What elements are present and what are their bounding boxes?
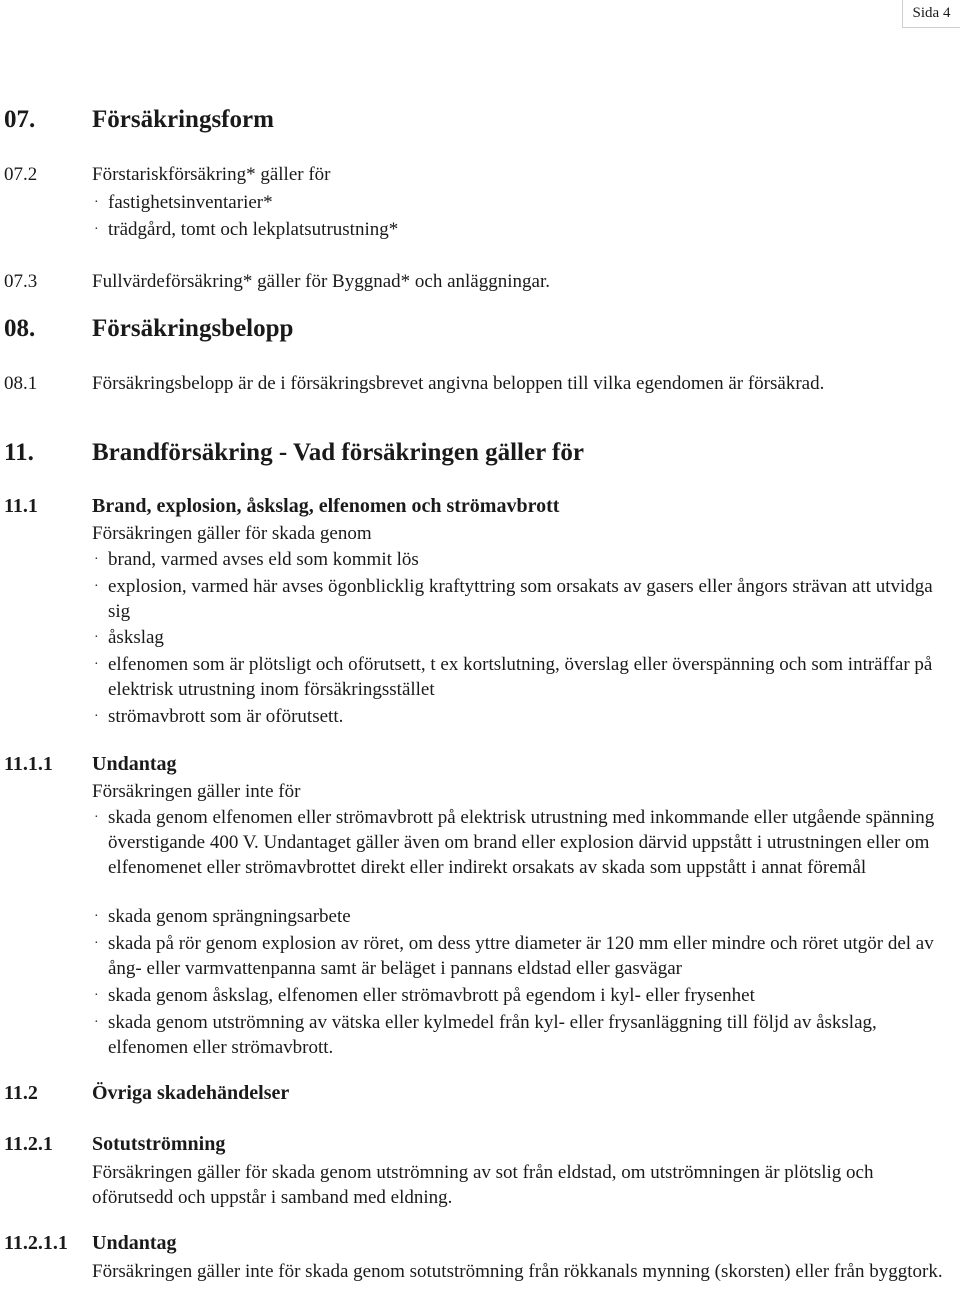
list-item: · elfenomen som är plötsligt och oförutsett, t ex kortslutning, överslag eller överspänning och som inträffar på elektrisk utrustning inom försäkringsstället bbox=[94, 654, 933, 700]
section-number: 08.1 bbox=[4, 373, 38, 394]
bullet-icon: · bbox=[94, 810, 99, 825]
section-title: Brand, explosion, åskslag, elfenomen och strömavbrott bbox=[92, 495, 560, 517]
section-title: Försäkringsbelopp bbox=[92, 315, 294, 342]
section-title: Försäkringsform bbox=[92, 106, 274, 133]
section-number: 07.3 bbox=[4, 271, 38, 292]
section-text: Försäkringen gäller för skada genom utströmning av sot från eldstad, om utströmningen är plötslig och oförutsedd och uppstår i samband med eldning. bbox=[92, 1162, 874, 1208]
page-number-label: Sida 4 bbox=[902, 0, 960, 28]
bullet-icon: · bbox=[94, 195, 99, 210]
section-number: 11.2 bbox=[4, 1082, 38, 1104]
bullet-icon: · bbox=[94, 579, 99, 594]
section-title: Sotutströmning bbox=[92, 1133, 226, 1155]
list-item: · fastighetsinventarier* bbox=[94, 192, 273, 213]
section-number: 11.1 bbox=[4, 495, 38, 517]
bullet-icon: · bbox=[94, 630, 99, 645]
section-title: Undantag bbox=[92, 753, 177, 775]
list-item: · brand, varmed avses eld som kommit lös bbox=[94, 549, 419, 570]
section-text: Försäkringen gäller för skada genom bbox=[92, 523, 372, 544]
bullet-icon: · bbox=[94, 657, 99, 672]
list-item: · skada genom utströmning av vätska eller kylmedel från kyl- eller frysanläggning till följd av åskslag, elfenomen eller strömavbrott. bbox=[94, 1012, 877, 1058]
section-number: 11.2.1.1 bbox=[4, 1232, 68, 1254]
list-item: · explosion, varmed här avses ögonblicklig kraftyttring som orsakats av gasers eller ångors strävan att utvidga sig bbox=[94, 576, 933, 622]
list-item: · skada genom sprängningsarbete bbox=[94, 906, 351, 927]
list-item: · strömavbrott som är oförutsett. bbox=[94, 706, 344, 727]
bullet-icon: · bbox=[94, 936, 99, 951]
section-text: Förstariskförsäkring* gäller för bbox=[92, 164, 331, 185]
bullet-icon: · bbox=[94, 709, 99, 724]
bullet-icon: · bbox=[94, 552, 99, 567]
section-title: Övriga skadehändelser bbox=[92, 1082, 290, 1104]
section-text: Försäkringen gäller inte för bbox=[92, 781, 301, 802]
list-item: · trädgård, tomt och lekplatsutrustning* bbox=[94, 219, 399, 240]
list-item: · skada genom elfenomen eller strömavbrott på elektrisk utrustning med inkommande eller utgående spänning överstigande 400 V. Undantaget gäller även om brand eller explosion därvid uppstått i utrustningen eller om elfenomenet eller strömavbrottet direkt eller indirekt orsakats av skada som uppstått i annat föremål bbox=[94, 807, 935, 878]
bullet-icon: · bbox=[94, 222, 99, 237]
section-number: 11.1.1 bbox=[4, 753, 53, 775]
section-title: Undantag bbox=[92, 1232, 177, 1254]
section-text: Försäkringen gäller inte för skada genom sotutströmning från rökkanals mynning (skorsten) eller från byggtork. bbox=[92, 1261, 943, 1282]
list-item: · skada på rör genom explosion av röret, om dess yttre diameter är 120 mm eller mindre och röret utgör del av ång- eller varmvattenpanna samt är beläget i pannans eldstad eller gasvägar bbox=[94, 933, 934, 979]
section-text: Fullvärdeförsäkring* gäller för Byggnad* och anläggningar. bbox=[92, 271, 550, 292]
section-title: Brandförsäkring - Vad försäkringen gäller för bbox=[92, 439, 584, 466]
list-item: · åskslag bbox=[94, 627, 164, 648]
list-item: · skada genom åskslag, elfenomen eller strömavbrott på egendom i kyl- eller frysenhet bbox=[94, 985, 755, 1006]
section-number: 08. bbox=[4, 315, 36, 342]
section-text: Försäkringsbelopp är de i försäkringsbrevet angivna beloppen till vilka egendomen är försäkrad. bbox=[92, 373, 825, 394]
section-number: 11.2.1 bbox=[4, 1133, 53, 1155]
section-number: 07.2 bbox=[4, 164, 38, 185]
bullet-icon: · bbox=[94, 1015, 99, 1030]
bullet-icon: · bbox=[94, 988, 99, 1003]
bullet-icon: · bbox=[94, 909, 99, 924]
section-number: 07. bbox=[4, 106, 36, 133]
section-number: 11. bbox=[4, 439, 34, 466]
